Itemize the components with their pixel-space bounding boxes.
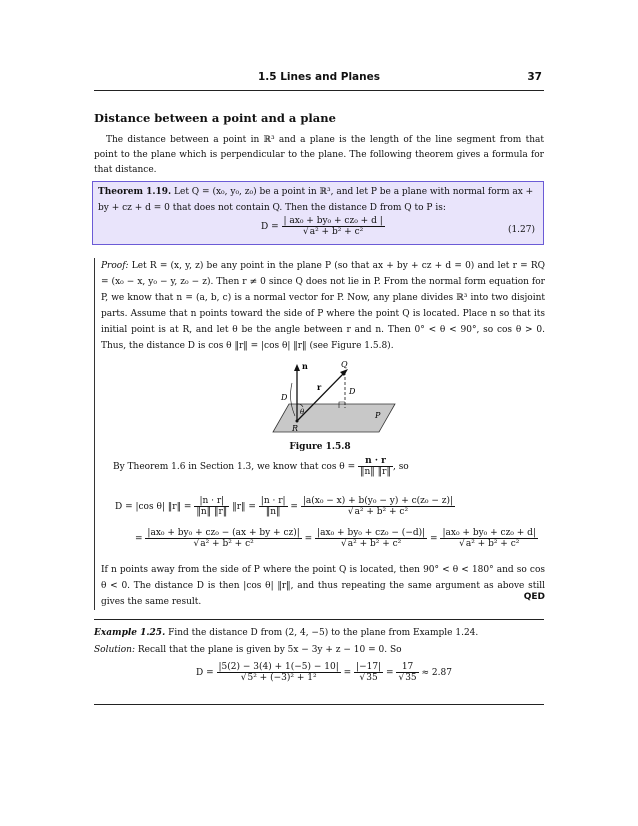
line2-f2-num: |ax₀ + by₀ + cz₀ − (−d)| xyxy=(317,528,426,538)
figure-1-5-8 xyxy=(245,358,405,438)
label-n: n xyxy=(302,361,308,371)
solution-statement xyxy=(94,642,544,658)
solution-text: Recall that the plane is given by 5x − 3y + z − 10 = 0. So xyxy=(137,645,402,655)
theorem-statement: Let Q = (x₀, y₀, z₀) be a point in ℝ³, and let P be a plane with normal form ax + by + cz + d = 0 that does not contain Q. Then the distance D from Q to P is: xyxy=(98,187,534,213)
line1-f3-den: a² + b² + c² xyxy=(354,507,409,517)
line1-lhs: D = |cos θ| ‖r‖ = xyxy=(115,502,192,512)
normal-vector-arrowhead xyxy=(294,364,300,371)
cos-theta-text: By Theorem 1.6 in Section 1.3, we know that cos θ = xyxy=(113,462,356,472)
proof-paragraph xyxy=(101,258,545,354)
cos-theta-line xyxy=(113,456,409,477)
theorem-fraction: $\frac{\text{| ax₀ + by₀ + cz₀ + d |}}{\text{√a² + b² + c²}}$ xyxy=(283,216,383,237)
line2-f1-num: |ax₀ + by₀ + cz₀ − (ax + by + cz)| xyxy=(147,528,300,538)
label-R: R xyxy=(292,424,299,433)
example-f2-num: |−17| xyxy=(356,662,382,672)
label-theta: θ xyxy=(300,408,305,416)
label-P: P xyxy=(375,411,381,420)
point-R xyxy=(296,420,299,423)
theorem-numerator: | ax₀ + by₀ + cz₀ + d | xyxy=(283,216,383,226)
line2-eq: = xyxy=(135,534,143,544)
figure-caption: Figure 1.5.8 xyxy=(289,442,351,452)
line2-eq3: = xyxy=(430,534,438,544)
label-D-left: D xyxy=(281,393,288,402)
equation-number: (1.27) xyxy=(507,225,535,235)
example-lhs: D = xyxy=(196,668,214,678)
example-fraction-3: $\frac{17}{√35}$ xyxy=(398,662,417,683)
theorem-formula xyxy=(261,216,385,237)
line2-fraction-2: $\frac{\text{|ax₀ + by₀ + cz₀ − (−d)|}}{\text{√a² + b² + c²}}$ xyxy=(317,528,426,549)
example-fraction-2: $\frac{|-17|}{√35}$ xyxy=(356,662,382,683)
proof-label: Proof: xyxy=(101,261,129,271)
line1-fraction-2 xyxy=(259,496,288,517)
derivation-line-1 xyxy=(115,496,455,517)
line2-f2-den: a² + b² + c² xyxy=(347,539,402,549)
label-Q: Q xyxy=(341,360,348,369)
example-formula xyxy=(196,662,452,683)
proof-text: Let R = (x, y, z) be any point in the plane P (so that ax + by + cz + d = 0) and let r = RQ = (x₀ − x, y₀ − y, z₀ − z). Then r ≠ 0 since Q does not lie in P. From the normal form equation for P, we know that n = (a, b, c) is a normal vector for P. Now, any plane divides ℝ³ into two disjoint parts. Assume that n points toward the side of P where the point Q is located. Place n so that its initial point is at R, and let θ be the angle between r and n. Then 0° < θ < 90°, so cos θ > 0. Thus, the distance D is cos θ ‖r‖ = |cos θ| ‖r‖ (see Figure 1.5.8). xyxy=(101,261,545,351)
theorem-box xyxy=(92,181,544,245)
theorem-denominator: a² + b² + c² xyxy=(309,227,364,237)
example-f1-den: 5² + (−3)² + 1² xyxy=(247,673,317,683)
rule-below-example xyxy=(94,704,544,705)
label-r: r xyxy=(317,382,322,392)
example-eq1: = xyxy=(343,668,352,678)
intro-paragraph: The distance between a point in ℝ³ and a plane is the length of the line segment from that point to the plane which is perpendicular to the plane. The following theorem gives a formula for that distance. xyxy=(94,135,544,175)
line1-fraction-3: $\frac{\text{|a(x₀ − x) + b(y₀ − y) + c(z₀ − z)|}}{\text{√a² + b² + c²}}$ xyxy=(302,496,454,517)
section-title: Distance between a point and a plane xyxy=(94,111,336,125)
line1-f2-num: |n · r| xyxy=(260,496,286,506)
line2-fraction-3: $\frac{\text{|ax₀ + by₀ + cz₀ + d|}}{\text{√a² + b² + c²}}$ xyxy=(442,528,536,549)
rule-above-example xyxy=(94,619,544,620)
example-f2-den: 35 xyxy=(366,673,378,683)
example-text: Find the distance D from (2, 4, −5) to the plane from Example 1.24. xyxy=(168,628,479,638)
line1-eq: = xyxy=(290,502,298,512)
line1-f1-num: |n · r| xyxy=(194,496,229,507)
line2-f3-den: a² + b² + c² xyxy=(465,539,520,549)
cos-theta-fraction xyxy=(358,456,393,477)
line2-f1-den: a² + b² + c² xyxy=(200,539,254,549)
example-f3-num: 17 xyxy=(396,662,418,673)
cos-theta-end: , so xyxy=(392,462,409,472)
solution-label: Solution: xyxy=(94,645,136,655)
cos-theta-numerator: n · r xyxy=(358,456,393,467)
line2-f3-num: |ax₀ + by₀ + cz₀ + d| xyxy=(442,528,536,538)
line1-f3-num: |a(x₀ − x) + b(y₀ − y) + c(z₀ − z)| xyxy=(302,496,454,506)
example-eq2: = xyxy=(386,668,394,678)
theorem-formula-lhs: D = xyxy=(261,222,279,232)
example-f3-den: 35 xyxy=(405,673,417,683)
example-f1-num: |5(2) − 3(4) + 1(−5) − 10| xyxy=(218,662,339,672)
example-result: ≈ 2.87 xyxy=(421,668,452,678)
line1-f2-den: ‖n‖ xyxy=(265,507,281,517)
vector-r-arrowhead xyxy=(340,369,348,376)
qed-marker: QED xyxy=(523,592,545,602)
running-title: 1.5 Lines and Planes xyxy=(257,71,380,83)
label-D-right: D xyxy=(349,387,356,396)
proof-closing-paragraph: If n points away from the side of P where the point Q is located, then 90° < θ < 180° and so cos θ < 0. The distance D is then |cos θ| ‖r‖, and thus repeating the same argument as above still gives the same result. xyxy=(101,565,545,607)
running-header xyxy=(94,66,544,91)
example-fraction-1: $\frac{|5(2) - 3(4) + 1(-5) - 10|}{\text{√5² + (−3)² + 1²}}$ xyxy=(218,662,339,683)
line2-eq2: = xyxy=(304,534,313,544)
theorem-text-block xyxy=(98,184,538,216)
line1-f1-den: ‖n‖ ‖r‖ xyxy=(196,507,228,517)
example-label: Example 1.25. xyxy=(94,628,166,638)
derivation-line-2 xyxy=(135,528,538,549)
line1-fraction-1 xyxy=(194,496,229,517)
proof-block xyxy=(94,258,545,610)
page-number: 37 xyxy=(527,71,542,83)
line1-mid: ‖r‖ = xyxy=(232,502,256,512)
example-statement xyxy=(94,625,544,641)
theorem-label: Theorem 1.19. xyxy=(98,187,172,197)
line2-fraction-1: $\frac{\text{|ax₀ + by₀ + cz₀ − (ax + by + cz)|}}{\text{√a² + b² + c²}}$ xyxy=(147,528,300,549)
cos-theta-denominator: ‖n‖ ‖r‖ xyxy=(360,467,391,477)
